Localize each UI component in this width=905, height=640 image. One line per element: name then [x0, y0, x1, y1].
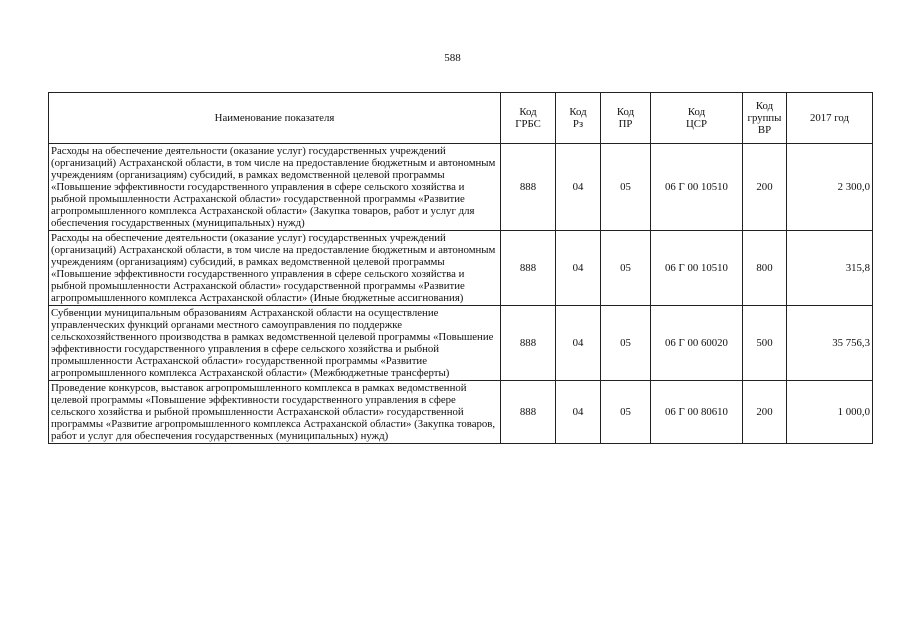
row-pr: 05 — [601, 381, 651, 444]
row-name: Расходы на обеспечение деятельности (оказание услуг) государственных учреждений (организаций) Астраханской области, в том числе на предоставление бюджетным и автономным учреждениям (организациям) субсидий, в рамках ведомственной целевой программы «Повышение эффективности государственного управления в сфере сельского хозяйства и рыбной промышленности Астраханской области» государственной программы «Развитие агропромышленного комплекса Астраханской области» (Закупка товаров, работ и услуг для обеспечения государственных (муниципальных) нужд) — [49, 144, 501, 231]
row-vr: 200 — [743, 381, 787, 444]
budget-table — [48, 92, 873, 444]
row-amount: 315,8 — [787, 231, 873, 306]
header-vr: Код группы ВР — [743, 93, 787, 144]
row-vr: 800 — [743, 231, 787, 306]
header-rz: Код Рз — [556, 93, 601, 144]
row-grbs: 888 — [501, 231, 556, 306]
row-rz: 04 — [556, 231, 601, 306]
row-csr: 06 Г 00 10510 — [651, 144, 743, 231]
row-rz: 04 — [556, 306, 601, 381]
page-number: 588 — [444, 52, 461, 64]
row-vr: 200 — [743, 144, 787, 231]
row-amount: 2 300,0 — [787, 144, 873, 231]
table-row — [49, 306, 873, 381]
row-grbs: 888 — [501, 144, 556, 231]
header-name: Наименование показателя — [49, 93, 501, 144]
row-csr: 06 Г 00 10510 — [651, 231, 743, 306]
header-csr: Код ЦСР — [651, 93, 743, 144]
row-name: Проведение конкурсов, выставок агропромышленного комплекса в рамках ведомственной целевой программы «Повышение эффективности государственного управления в сфере сельского хозяйства и рыбной промышленности Астраханской области» государственной программы «Развитие агропромышленного комплекса Астраханской области» (Закупка товаров, работ и услуг для обеспечения государственных (муниципальных) нужд) — [49, 381, 501, 444]
table-row — [49, 381, 873, 444]
row-name: Расходы на обеспечение деятельности (оказание услуг) государственных учреждений (организаций) Астраханской области, в том числе на предоставление бюджетным и автономным учреждениям (организациям) субсидий, в рамках ведомственной целевой программы «Повышение эффективности государственного управления в сфере сельского хозяйства и рыбной промышленности Астраханской области» государственной программы «Развитие агропромышленного комплекса Астраханской области» (Иные бюджетные ассигнования) — [49, 231, 501, 306]
table-row — [49, 231, 873, 306]
row-grbs: 888 — [501, 306, 556, 381]
header-grbs: Код ГРБС — [501, 93, 556, 144]
header-pr: Код ПР — [601, 93, 651, 144]
row-csr: 06 Г 00 60020 — [651, 306, 743, 381]
row-name: Субвенции муниципальным образованиям Астраханской области на осуществление управленческих функций органами местного самоуправления по поддержке сельскохозяйственного производства в рамках ведомственной целевой программы «Повышение эффективности государственного управления в сфере сельского хозяйства и рыбной промышленности Астраханской области» государственной программы «Развитие агропромышленного комплекса Астраханской области» (Межбюджетные трансферты) — [49, 306, 501, 381]
table-row — [49, 144, 873, 231]
row-amount: 1 000,0 — [787, 381, 873, 444]
header-year: 2017 год — [787, 93, 873, 144]
row-rz: 04 — [556, 381, 601, 444]
header-row — [49, 93, 873, 144]
row-vr: 500 — [743, 306, 787, 381]
row-amount: 35 756,3 — [787, 306, 873, 381]
row-pr: 05 — [601, 231, 651, 306]
row-pr: 05 — [601, 144, 651, 231]
row-csr: 06 Г 00 80610 — [651, 381, 743, 444]
row-rz: 04 — [556, 144, 601, 231]
row-grbs: 888 — [501, 381, 556, 444]
row-pr: 05 — [601, 306, 651, 381]
